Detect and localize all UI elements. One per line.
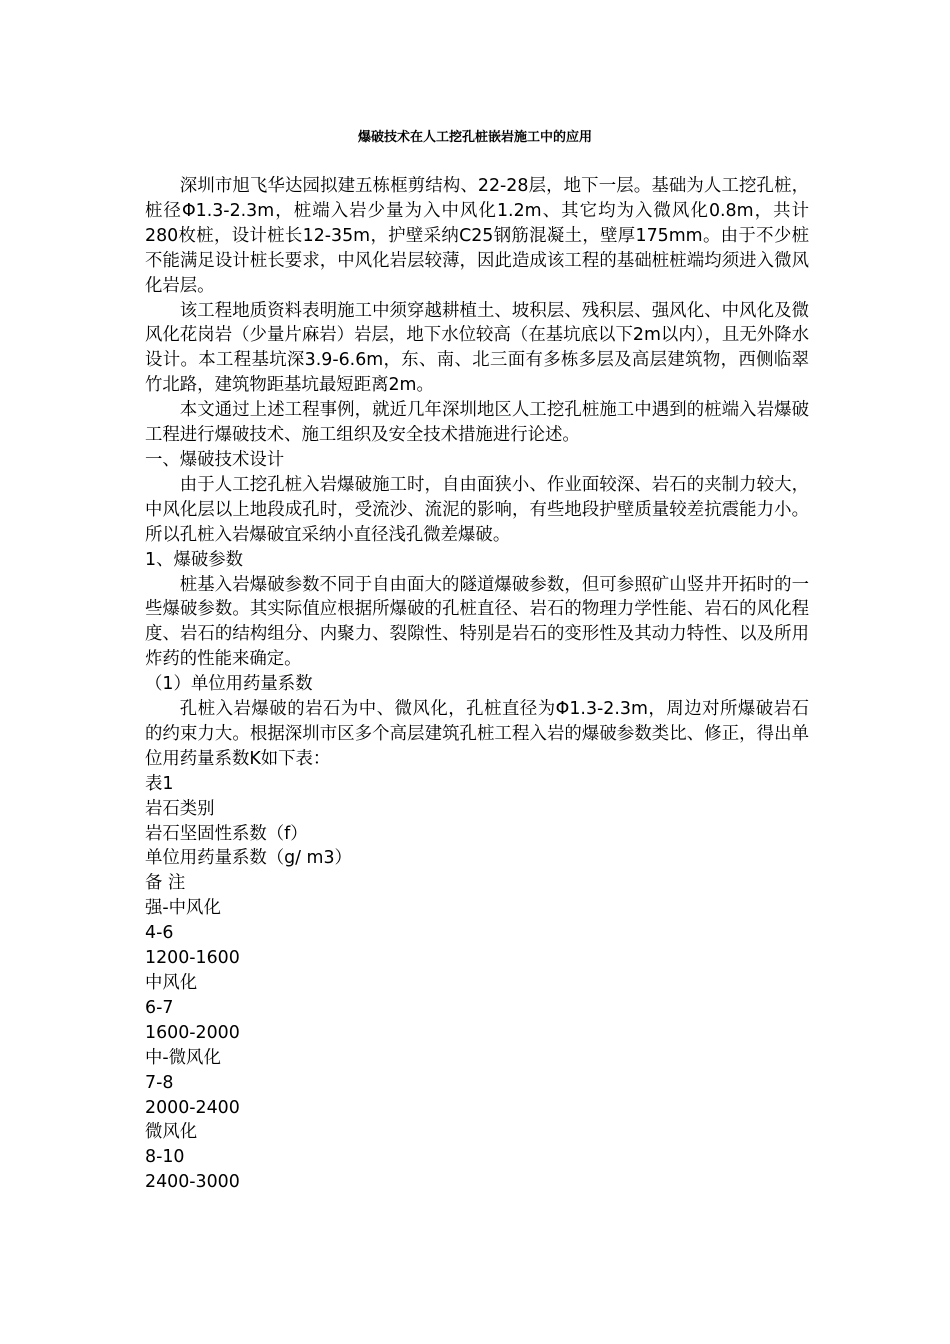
table-cell-firmness: 4-6 xyxy=(145,923,174,944)
document-body xyxy=(145,174,809,1195)
table-header-firmness: 岩石坚固性系数（f） xyxy=(145,823,308,844)
document-title: 爆破技术在人工挖孔桩嵌岩施工中的应用 xyxy=(357,130,592,145)
table-cell-rock-type: 强-中风化 xyxy=(145,898,221,919)
table-cell-firmness: 6-7 xyxy=(145,997,174,1018)
table-cell-firmness: 7-8 xyxy=(145,1072,174,1093)
section-heading-blasting-design: 一、爆破技术设计 xyxy=(145,449,285,470)
paragraph-purpose: 本文通过上述工程事例，就近几年深圳地区人工挖孔桩施工中遇到的桩端入岩爆破工程进行爆破技术、施工组织及安全技术措施进行论述。 xyxy=(145,400,809,446)
table-caption: 表1 xyxy=(145,773,174,794)
table-cell-charge-factor: 1600-2000 xyxy=(145,1022,240,1043)
paragraph-project-overview: 深圳市旭飞华达园拟建五栋框剪结构、22-28层，地下一层。基础为人工挖孔桩，桩径Φ1.3-2.3m，桩端入岩少量为入中风化1.2m、其它均为入微风化0.8m，共计280枚桩，设计桩长12-35m，护壁采纳C25钢筋混凝土，壁厚175mm。由于不少桩不能满足设计桩长要求，中风化岩层较薄，因此造成该工程的基础桩桩端均须进入微风化岩层。 xyxy=(145,176,809,296)
table-header-remarks: 备 注 xyxy=(145,873,186,894)
table-cell-charge-factor: 2400-3000 xyxy=(145,1172,240,1193)
paragraph-parameter-basis: 桩基入岩爆破参数不同于自由面大的隧道爆破参数，但可参照矿山竖井开拓时的一些爆破参数。其实际值应根据所爆破的孔桩直径、岩石的物理力学性能、岩石的风化程度、岩石的结构组分、内聚力、裂隙性、特别是岩石的变形性及其动力特性、以及所用炸药的性能来确定。 xyxy=(145,574,809,670)
subsection-heading-unit-charge: （1）单位用药量系数 xyxy=(145,674,313,695)
table-cell-rock-type: 微风化 xyxy=(145,1122,198,1143)
table-cell-rock-type: 中-微风化 xyxy=(145,1047,221,1068)
paragraph-unit-charge: 孔桩入岩爆破的岩石为中、微风化，孔桩直径为Φ1.3-2.3m，周边对所爆破岩石的约束力大。根据深圳市区多个高层建筑孔桩工程入岩的爆破参数类比、修正，得出单位用药量系数K如下表： xyxy=(145,699,809,769)
table-header-rock-type: 岩石类别 xyxy=(145,798,215,819)
paragraph-geology: 该工程地质资料表明施工中须穿越耕植土、坡积层、残积层、强风化、中风化及微风化花岗岩（少量片麻岩）岩层，地下水位较高（在基坑底以下2m以内），且无外降水设计。本工程基坑深3.9-6.6m，东、南、北三面有多栋多层及高层建筑物，西侧临翠竹北路，建筑物距基坑最短距离2m。 xyxy=(145,300,809,396)
table-cell-charge-factor: 2000-2400 xyxy=(145,1097,240,1118)
subsection-heading-blasting-parameters: 1、爆破参数 xyxy=(145,549,244,570)
table-cell-charge-factor: 1200-1600 xyxy=(145,948,240,969)
table-cell-rock-type: 中风化 xyxy=(145,973,198,993)
paragraph-blasting-conditions: 由于人工挖孔桩入岩爆破施工时，自由面狭小、作业面较深、岩石的夹制力较大，中风化层以上地段成孔时，受流沙、流泥的影响，有些地段护壁质量较差抗震能力小。所以孔桩入岩爆破宜采纳小直径浅孔微差爆破。 xyxy=(145,474,809,545)
table-cell-firmness: 8-10 xyxy=(145,1147,185,1168)
table-header-charge-factor: 单位用药量系数（g/ m3） xyxy=(145,848,352,869)
